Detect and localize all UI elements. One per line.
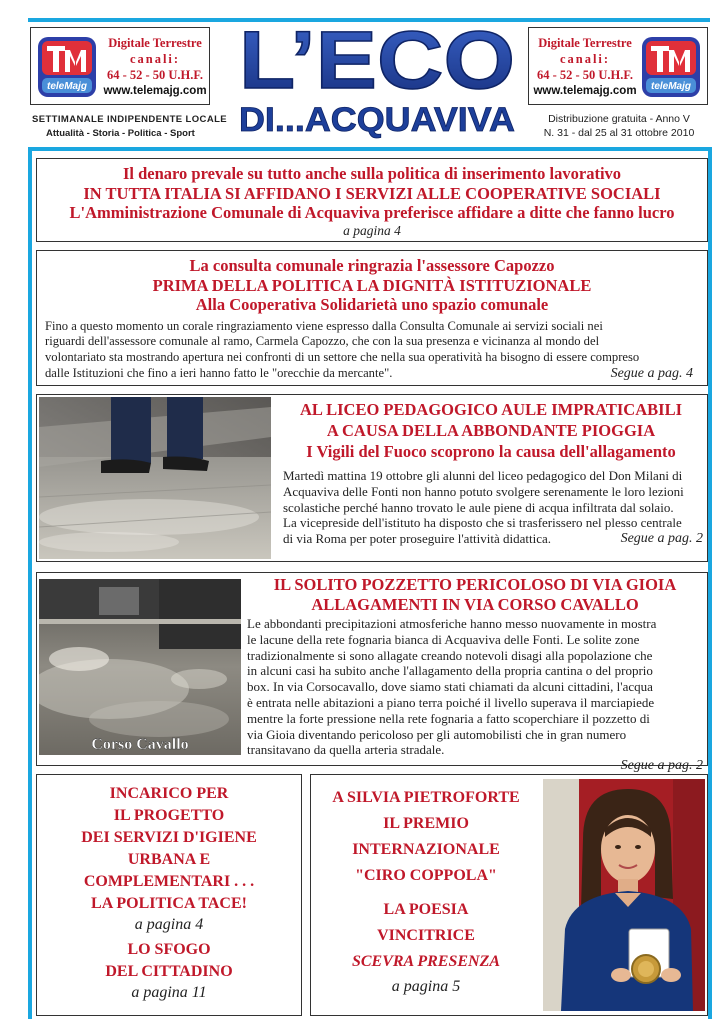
body-line: è entrata nelle abitazioni a piano terra poiché il livello superava il marciapiede: [247, 694, 655, 710]
page-reference[interactable]: Segue a pag. 2: [620, 758, 703, 774]
article-headline: DEL CITTADINO: [105, 963, 233, 980]
article-cooperative[interactable]: [36, 158, 708, 242]
article-headline: A CAUSA DELLA ABBONDANTE PIOGGIA: [326, 421, 656, 440]
body-line: Fino a questo momento un corale ringraziamento viene espresso dalla Consulta Comunale ai servizi sociali nei: [45, 318, 603, 333]
page-reference[interactable]: Segue a pag. 4: [610, 365, 693, 381]
article-headline: Il denaro prevale su tutto anche sulla politica di inserimento lavorativo: [122, 164, 622, 183]
article-headline: COMPLEMENTARI . . .: [83, 873, 255, 890]
ad-line-1: Digitale Terrestre: [108, 36, 202, 50]
ad-website[interactable]: www.telemajg.com: [103, 85, 207, 97]
body-line: Le abbondanti precipitazioni atmosferiche hanno messo nuovamente in mostra: [247, 616, 657, 631]
article-headline: ALLAGAMENTI IN VIA CORSO CAVALLO: [311, 595, 639, 614]
ad-line-3: 64 - 52 - 50 U.H.F.: [106, 68, 204, 82]
article-headline: IN TUTTA ITALIA SI AFFIDANO I SERVIZI ALLE COOPERATIVE SOCIALI: [83, 183, 661, 203]
page-reference[interactable]: a pagina 4: [343, 222, 401, 238]
telemajg-ad-right[interactable]: [528, 27, 708, 105]
article-liceo[interactable]: [36, 394, 708, 562]
article-headline: VINCITRICE: [377, 927, 475, 944]
body-line: tradizionalmente si sono allagate creando notevoli disagi alla popolazione che: [247, 647, 653, 663]
body-line: riguardi dell'assessore comunale al ramo, Carmela Capozzo, che con la sua presenza e vicinanza al mondo del: [45, 334, 600, 349]
portrait-photo: [543, 779, 705, 1011]
article-headline: L'Amministrazione Comunale di Acquaviva preferisce affidare a ditte che fanno lucro: [69, 203, 675, 222]
body-line: scolastiche perché hanno trovato le aule piene di acqua infiltrata dal solaio.: [283, 499, 674, 515]
article-headline: LO SFOGO: [127, 941, 211, 958]
article-consulta[interactable]: [36, 250, 708, 386]
ad-website[interactable]: www.telemajg.com: [533, 85, 637, 97]
ad-line-2: canali:: [129, 52, 181, 66]
poem-title: SCEVRA PRESENZA: [351, 953, 501, 970]
article-pozzetto[interactable]: [36, 572, 708, 774]
telemajg-logo-icon: [37, 36, 97, 98]
body-line: Martedì mattina 19 ottobre gli alunni del liceo pedagogico del Don Milani di: [283, 468, 683, 483]
body-line: Acquaviva delle Fonti non hanno potuto svolgere serenamente le loro lezioni: [283, 483, 684, 499]
article-headline: PRIMA DELLA POLITICA LA DIGNITÀ ISTITUZIONALE: [152, 275, 592, 295]
article-headline: AL LICEO PEDAGOGICO AULE IMPRATICABILI: [299, 400, 682, 419]
article-premio[interactable]: [310, 774, 708, 1016]
street-flood-photo: [39, 579, 241, 755]
article-headline: La consulta comunale ringrazia l'assessore Capozzo: [189, 256, 555, 275]
body-line: via Gioia diventando pericoloso per gli automobilisti che in gran numero: [247, 726, 627, 742]
classroom-flood-photo: [39, 397, 271, 559]
page-reference[interactable]: a pagina 11: [131, 984, 207, 1001]
article-headline: A SILVIA PIETROFORTE: [332, 789, 520, 806]
article-headline: INTERNAZIONALE: [352, 841, 500, 858]
ad-line-3: 64 - 52 - 50 U.H.F.: [536, 68, 634, 82]
tagline: SETTIMANALE INDIPENDENTE LOCALE: [32, 114, 228, 125]
article-incarico[interactable]: [36, 774, 302, 1016]
masthead-title: [236, 22, 518, 92]
body-line: le lacune della rete fognaria bianca di Acquaviva delle Fonti. Le solite zone: [247, 631, 640, 647]
body-line: box. In via Corsocavallo, dove siamo stati chiamati da alcuni cittadini, l'acqua: [247, 679, 653, 695]
masthead-title-text: L’ECO: [239, 22, 515, 92]
topics: Attualità - Storia - Politica - Sport: [46, 128, 195, 139]
masthead-subtitle: [236, 100, 518, 140]
page-reference[interactable]: a pagina 5: [391, 978, 461, 995]
issue-number: N. 31 - dal 25 al 31 ottobre 2010: [543, 127, 695, 139]
body-line: di via Roma per poter proseguire l'attività didattica.: [283, 531, 552, 547]
article-headline: Alla Cooperativa Solidarietà uno spazio comunale: [195, 295, 549, 314]
article-headline: INCARICO PER: [109, 785, 229, 802]
article-headline: "CIRO COPPOLA": [355, 867, 497, 884]
ad-logo-text-left: teleMajg: [46, 81, 88, 92]
article-headline: LA POESIA: [383, 901, 469, 918]
distribution-note: Distribuzione gratuita - Anno V: [548, 113, 690, 125]
ad-line-2: canali:: [559, 52, 611, 66]
article-headline: URBANA E: [127, 851, 211, 868]
telemajg-ad-left[interactable]: [30, 27, 210, 105]
body-line: mentre la forte pressione nella rete fognaria a fatto scoperchiare il pozzetto di: [247, 710, 650, 726]
photo-caption: Corso Cavallo: [91, 736, 189, 753]
page-reference[interactable]: a pagina 4: [134, 916, 204, 933]
article-headline: IL PROGETTO: [113, 807, 225, 824]
article-headline: LA POLITICA TACE!: [91, 895, 247, 912]
telemajg-logo-icon: [641, 36, 701, 98]
body-line: volontariato sta mostrando apertura nei confronti di un settore che nella sua operatività ha bisogno di essere compreso: [45, 350, 640, 365]
body-line: in alcuni casi ha subito anche l'allagamento della propria cantina o del proprio: [247, 663, 653, 679]
ad-line-1: Digitale Terrestre: [538, 36, 632, 50]
body-line: transitavano da quella arteria stradale.: [247, 742, 445, 758]
ad-logo-text-right: teleMajg: [650, 81, 692, 92]
article-headline: DEI SERVIZI D'IGIENE: [81, 829, 257, 846]
article-headline: IL PREMIO: [383, 815, 469, 832]
body-line: dalle Istituzioni che fino a ieri hanno fatto le "orecchie da mercante".: [45, 365, 393, 380]
body-line: La vicepreside dell'istituto ha disposto che si trasferissero nel plesso centrale: [283, 515, 682, 531]
masthead-subtitle-text: DI...ACQUAVIVA: [239, 101, 515, 139]
article-headline: I Vigili del Fuoco scoprono la causa dell'allagamento: [306, 442, 676, 461]
page-reference[interactable]: Segue a pag. 2: [620, 531, 703, 547]
article-headline: IL SOLITO POZZETTO PERICOLOSO DI VIA GIOIA: [273, 575, 677, 594]
